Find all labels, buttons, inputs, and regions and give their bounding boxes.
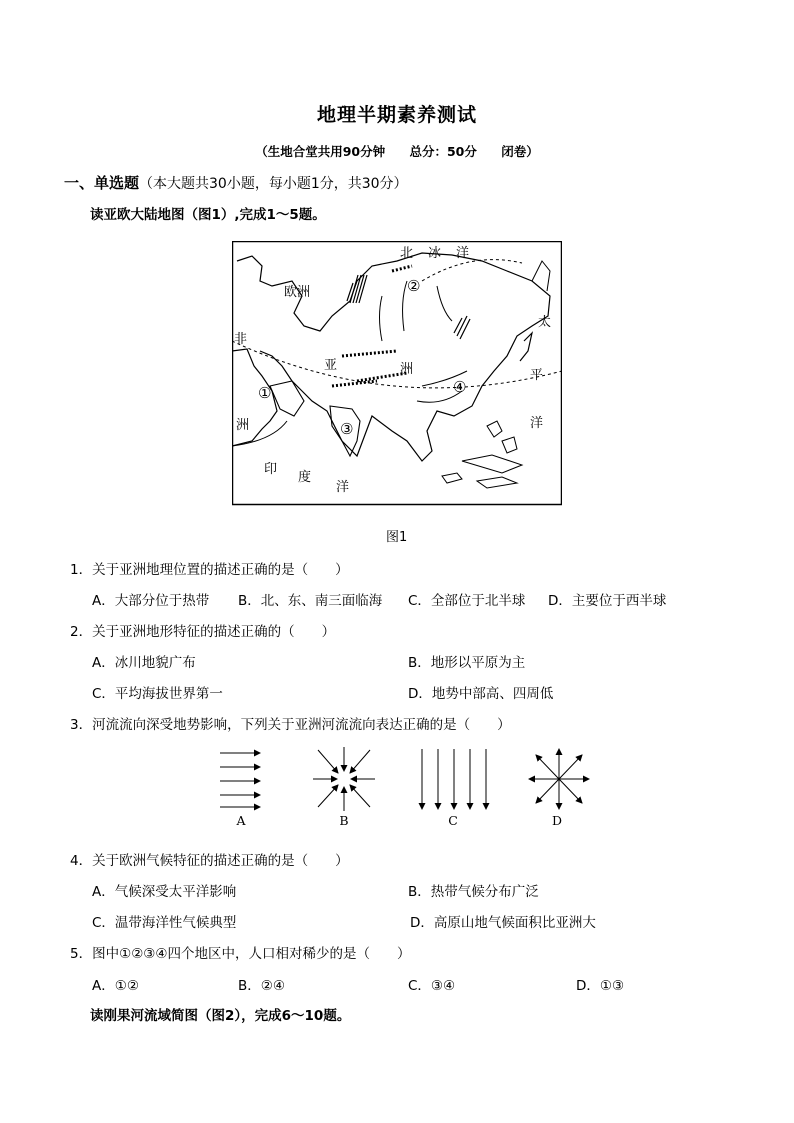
label-indian-1: 印 bbox=[264, 462, 278, 477]
diagram-d-label: D bbox=[551, 813, 563, 828]
diagram-d bbox=[529, 749, 589, 809]
section-desc: （本大题共30小题，每小题1分，共30分） bbox=[139, 176, 408, 192]
page-title: 地理半期素养测试 bbox=[316, 104, 477, 126]
region-3: ③ bbox=[340, 420, 354, 438]
intro-map2: 读刚果河流域简图（图2），完成6～10题。 bbox=[90, 1008, 351, 1024]
q1-option-a: A．大部分位于热带 bbox=[92, 593, 210, 609]
q2-option-c: C．平均海拔世界第一 bbox=[92, 686, 223, 702]
exam-type: 闭卷） bbox=[501, 144, 539, 159]
label-europe: 欧洲 bbox=[284, 285, 311, 300]
label-north-ocean-1: 北 bbox=[400, 246, 414, 261]
label-africa-1: 非 bbox=[234, 332, 248, 347]
q1-option-b: B．北、东、南三面临海 bbox=[238, 593, 383, 609]
label-north-ocean-2: 冰 bbox=[428, 246, 442, 261]
q5-option-d: D．①③ bbox=[576, 978, 625, 994]
diagram-b bbox=[313, 747, 375, 811]
label-asia-1: 亚 bbox=[324, 358, 338, 373]
label-north-ocean-3: 洋 bbox=[456, 246, 470, 261]
section-title: 一、单选题 bbox=[64, 174, 140, 192]
question-1: 1．关于亚洲地理位置的描述正确的是（ ） bbox=[70, 562, 349, 578]
q2-option-a: A．冰川地貌广布 bbox=[92, 655, 196, 671]
exam-info bbox=[0, 142, 794, 160]
exam-score: 总分：50分 bbox=[409, 144, 477, 159]
exam-time: （生地合堂共用90分钟 bbox=[255, 144, 386, 159]
river-flow-diagrams bbox=[205, 745, 605, 830]
question-3: 3．河流流向深受地势影响，下列关于亚洲河流流向表达正确的是（ ） bbox=[70, 717, 511, 733]
diagram-c bbox=[422, 749, 486, 809]
intro-map1: 读亚欧大陆地图（图1）,完成1～5题。 bbox=[90, 207, 326, 223]
q4-option-a: A．气候深受太平洋影响 bbox=[92, 884, 237, 900]
q4-option-d: D．高原山地气候面积比亚洲大 bbox=[410, 915, 596, 931]
q5-option-c: C．③④ bbox=[408, 978, 456, 994]
label-indian-3: 洋 bbox=[336, 480, 350, 495]
label-asia-2: 洲 bbox=[400, 362, 414, 377]
eurasia-map bbox=[232, 241, 562, 506]
label-pacific-2: 平 bbox=[530, 368, 544, 383]
region-2: ② bbox=[407, 277, 421, 295]
question-4: 4．关于欧洲气候特征的描述正确的是（ ） bbox=[70, 853, 349, 869]
q2-option-d: D．地势中部高、四周低 bbox=[408, 686, 554, 702]
label-pacific-1: 太 bbox=[538, 315, 552, 330]
question-2: 2．关于亚洲地形特征的描述正确的（ ） bbox=[70, 624, 336, 640]
q4-option-c: C．温带海洋性气候典型 bbox=[92, 915, 237, 931]
label-indian-2: 度 bbox=[298, 470, 312, 485]
region-1: ① bbox=[258, 384, 272, 402]
q4-option-b: B．热带气候分布广泛 bbox=[408, 884, 539, 900]
q2-option-b: B．地形以平原为主 bbox=[408, 655, 526, 671]
q1-option-d: D．主要位于西半球 bbox=[548, 593, 667, 609]
diagram-a-label: A bbox=[236, 813, 246, 828]
q5-option-b: B．②④ bbox=[238, 978, 285, 994]
q5-option-a: A．①② bbox=[92, 978, 139, 994]
region-4: ④ bbox=[453, 378, 467, 396]
q1-option-c: C．全部位于北半球 bbox=[408, 593, 526, 609]
diagram-a bbox=[220, 753, 260, 807]
label-pacific-3: 洋 bbox=[530, 416, 544, 431]
diagram-c-label: C bbox=[448, 813, 458, 828]
map-caption: 图1 bbox=[386, 530, 408, 545]
question-5: 5．图中①②③④四个地区中，人口相对稀少的是（ ） bbox=[70, 946, 411, 962]
diagram-b-label: B bbox=[339, 813, 349, 828]
section-heading bbox=[64, 172, 408, 193]
label-africa-2: 洲 bbox=[236, 418, 250, 433]
